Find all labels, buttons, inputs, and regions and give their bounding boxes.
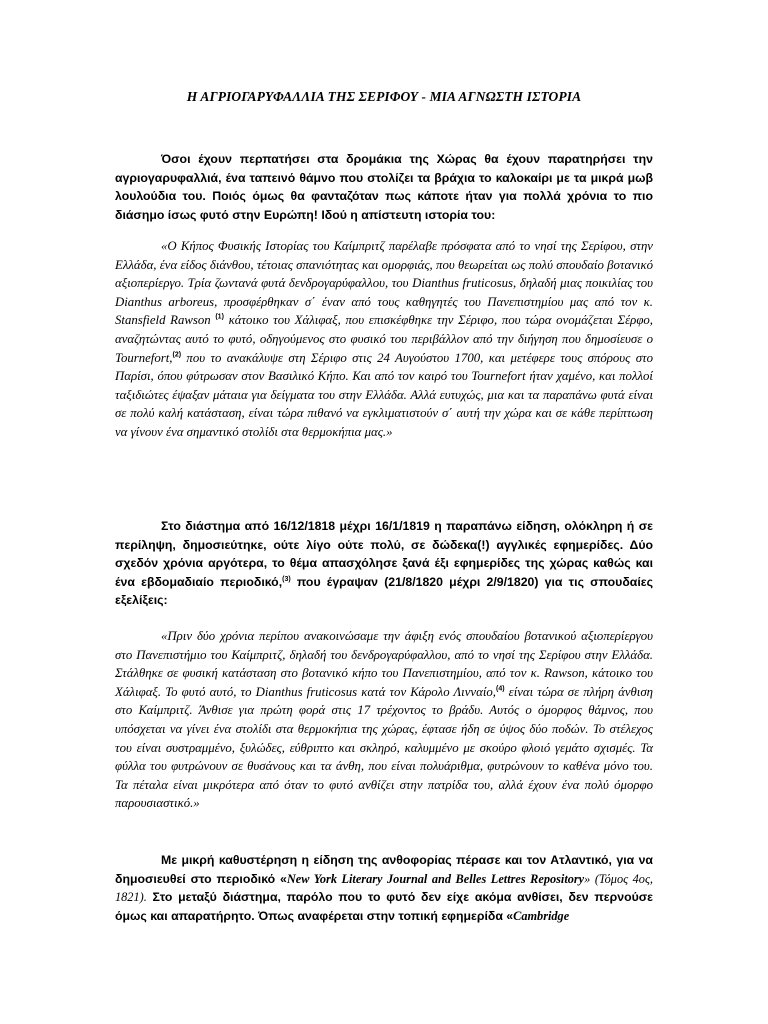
body-paragraph-3 (115, 851, 653, 925)
body-paragraph-2 (115, 517, 653, 610)
footnote-ref-3[interactable]: (3) (282, 575, 291, 583)
journal-volume: » (Τόμος 4ος, 1821). (115, 871, 654, 905)
footnote-ref-2[interactable]: (2) (172, 351, 182, 359)
body-3-part-a: Με μικρή καθυστέρηση η είδηση της ανθοφορίας πέρασε και τον Ατλαντικό, για να δημοσιευθεί στο περιοδικό « (115, 853, 653, 886)
body-2-part-a: Στο διάστημα από 16/12/1818 μέχρι 16/1/1819 η παραπάνω είδηση, ολόκληρη ή σε περίληψη, δημοσιεύτηκε, ούτε λίγο ούτε πολύ, σε δώδεκα(!) αγγλικές εφημερίδες. Δύο σχεδόν χρόνια αργότερα, το θέμα απασχόλησε ξανά έξι εφημερίδες της χώρας καθώς και ένα εβδομαδιαίο περιοδικό, (115, 519, 653, 589)
footnote-ref-1[interactable]: (1) (215, 314, 224, 322)
intro-paragraph (115, 150, 653, 224)
footnote-ref-4[interactable]: (4) (495, 685, 505, 693)
quote-1-part-b: κάτοικο του Χάλιφαξ, που επισκέφθηκε την Σέριφο, που τώρα ονομάζεται Σέρφο, αναζητώντας αυτό το φυτό, οδηγούμενος στο φυσικό του περιβάλλον από την διήγηση που δημοσίευσε ο Tournefort, (115, 313, 654, 365)
quote-paragraph-1 (115, 237, 653, 442)
body-3-part-c: Στο μεταξύ διάστημα, παρόλο που το φυτό δεν είχε ακόμα ανθίσει, δεν περνούσε όμως και απαρατήρητο. Όπως αναφέρεται στην τοπική εφημερίδα « (115, 890, 653, 923)
page-title: Η ΑΓΡΙΟΓΑΡΥΦΑΛΛΙΑ ΤΗΣ ΣΕΡΙΦΟΥ - ΜΙΑ ΑΓΝΩΣΤΗ ΙΣΤΟΡΙΑ (186, 89, 582, 104)
quote-1-part-a: «Ο Κήπος Φυσικής Ιστορίας του Καίμπριτζ παρέλαβε πρόσφατα από το νησί της Σερίφου, στην Ελλάδα, ένα είδος διάνθου, τέτοιας σπανιότητας και ομορφιάς, που θεωρείται ως πολύ σπουδαίο βοτανικό αξιοπερίεργο. Τρία ζωντανά φυτά δενδρογαρύφαλλου, του Dianthus fruticosus, δηλαδή μιας ποικιλίας του Dianthus arboreus, προσφέρθηκαν σ΄ έναν από τους καθηγητές του Πανεπιστημίου μας από τον κ. Stansfield Rawson (115, 239, 653, 328)
journal-name: New York Literary Journal and Belles Lettres Repository (286, 871, 585, 886)
body-2-part-b: που έγραψαν (21/8/1820 μέχρι 2/9/1820) για τις σπουδαίες εξελίξεις: (115, 574, 653, 608)
newspaper-name: Cambridge (513, 908, 570, 923)
quote-paragraph-2 (115, 627, 653, 813)
intro-text: Όσοι έχουν περπατήσει στα δρομάκια της Χώρας θα έχουν παρατηρήσει την αγριογαρυφαλλιά, ένα ταπεινό θάμνο που στολίζει τα βράχια το καλοκαίρι με τα μικρά μωβ λουλούδια του. Ποιός όμως θα φανταζόταν πως κάποτε ήταν για πολλά χρόνια το πιο διάσημο ίσως φυτό στην Ευρώπη! Ιδού η απίστευτη ιστορία του: (115, 152, 653, 222)
quote-2-part-b: είναι τώρα σε πλήρη άνθιση στο Καίμπριτζ. Άνθισε για πρώτη φορά στις 17 τρέχοντος το βράδυ. Αυτός ο όμορφος θάμνος, που υπόσχεται να γίνει ένα στολίδι στα θερμοκήπια της χώρας, έφτασε ήδη σε ύψος δύο ποδών. Το στέλεχος του είναι συστραμμένο, ξυλώδες, εύθριπτο και σκληρό, καλυμμένο με σκούρο φλοιό γεμάτο σχισμές. Τα φύλλα του φυτρώνουν σε θυσάνους και τα άνθη, που είναι πολυάριθμα, φυτρώνουν το καθένα μόνο του. Τα πέταλα είναι μικρότερα από όταν το φυτό ανθίζει στην πατρίδα του, αλλά έχουν ένα πολύ όμορφο παρουσιαστικό.» (115, 684, 654, 811)
quote-2-part-a: «Πριν δύο χρόνια περίπου ανακοινώσαμε την άφιξη ενός σπουδαίου βοτανικού αξιοπερίεργου στο Πανεπιστήμιο του Καίμπριτζ, δηλαδή του δενδρογαρύφαλλου, από το νησί της Σερίφου στην Ελλάδα. Στάλθηκε σε φυσική κατάσταση στο βοτανικό κήπο του Πανεπιστημίου, από τον κ. Rawson, κάτοικο του Χάλιφαξ. Το φυτό αυτό, το Dianthus fruticosus κατά τον Κάρολο Λινναίο, (115, 629, 653, 699)
quote-1-part-c: που το ανακάλυψε στη Σέριφο στις 24 Αυγούστου 1700, και μετέφερε τους σπόρους στο Παρίσι, όπου φύτρωσαν στον Βασιλικό Κήπο. Και από τον καιρό του Tournefort ήταν χαμένο, και πολλοί ταξιδιώτες έψαξαν μάταια για δείγματα του στην Ελλάδα. Αλλά ευτυχώς, μια και τα παραπάνω φυτά είναι σε πολύ καλή κατάσταση, είναι τώρα πιθανό να εγκλιματιστούν σ΄ αυτή την χώρα και σε κάθε περίπτωση να γίνουν ένα σημαντικό στολίδι στα θερμοκήπια μας.» (115, 350, 653, 439)
